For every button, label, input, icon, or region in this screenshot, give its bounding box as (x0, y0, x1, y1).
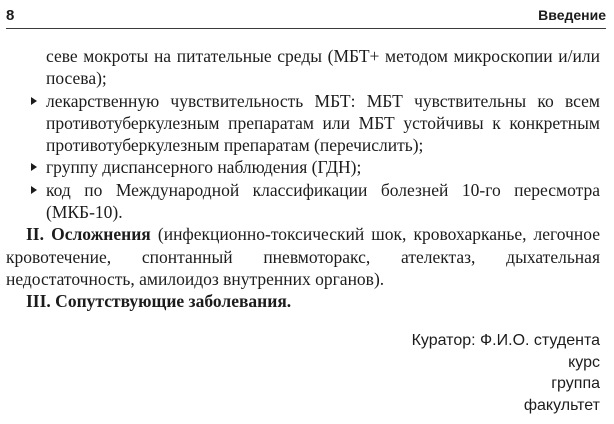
bullet-triangle-icon (31, 97, 37, 105)
curator-line: Куратор: Ф.И.О. студента (411, 332, 600, 349)
continuation-paragraph: севе мокроты на питательные среды (МБТ+ методом микроскопии и/или посева); (46, 46, 600, 89)
bullet-triangle-icon (31, 186, 37, 194)
comorbidities-heading: III. Сопутствующие заболевания. (26, 291, 292, 312)
comorbidities-section (6, 290, 600, 312)
list-item (6, 179, 600, 224)
signature-block (412, 330, 600, 416)
list-item-text: код по Международной классификации болезней 10-го пересмотра (МКБ-10). (46, 179, 600, 223)
complications-heading: II. Осложнения (26, 224, 151, 245)
complications-text: (инфекционно-токсический шок, кровохарканье, легочное кровотечение, спонтанный пневмоторакс, ателектаз, дыхательная недостаточность, амилоидоз внутренних органов). (6, 224, 600, 289)
bullet-triangle-icon (31, 163, 37, 171)
body-text (6, 45, 600, 313)
complications-section (6, 223, 600, 290)
page-number: 8 (6, 7, 15, 24)
running-head: Введение (538, 7, 606, 23)
faculty-line: факультет (523, 396, 600, 414)
group-line: группа (551, 375, 600, 392)
list-item (6, 90, 600, 157)
list-item (6, 156, 600, 178)
page-header (6, 4, 606, 29)
course-line: курс (568, 353, 600, 371)
list-item-text: группу диспансерного наблюдения (ГДН); (46, 157, 362, 178)
bullet-list (6, 90, 600, 224)
list-item-text: лекарственную чувствительность МБТ: МБТ чувствительны ко всем противотуберкулезным препаратам или МБТ устойчивы к конкретным противотуберкулезным препаратам (перечислить); (46, 90, 600, 156)
